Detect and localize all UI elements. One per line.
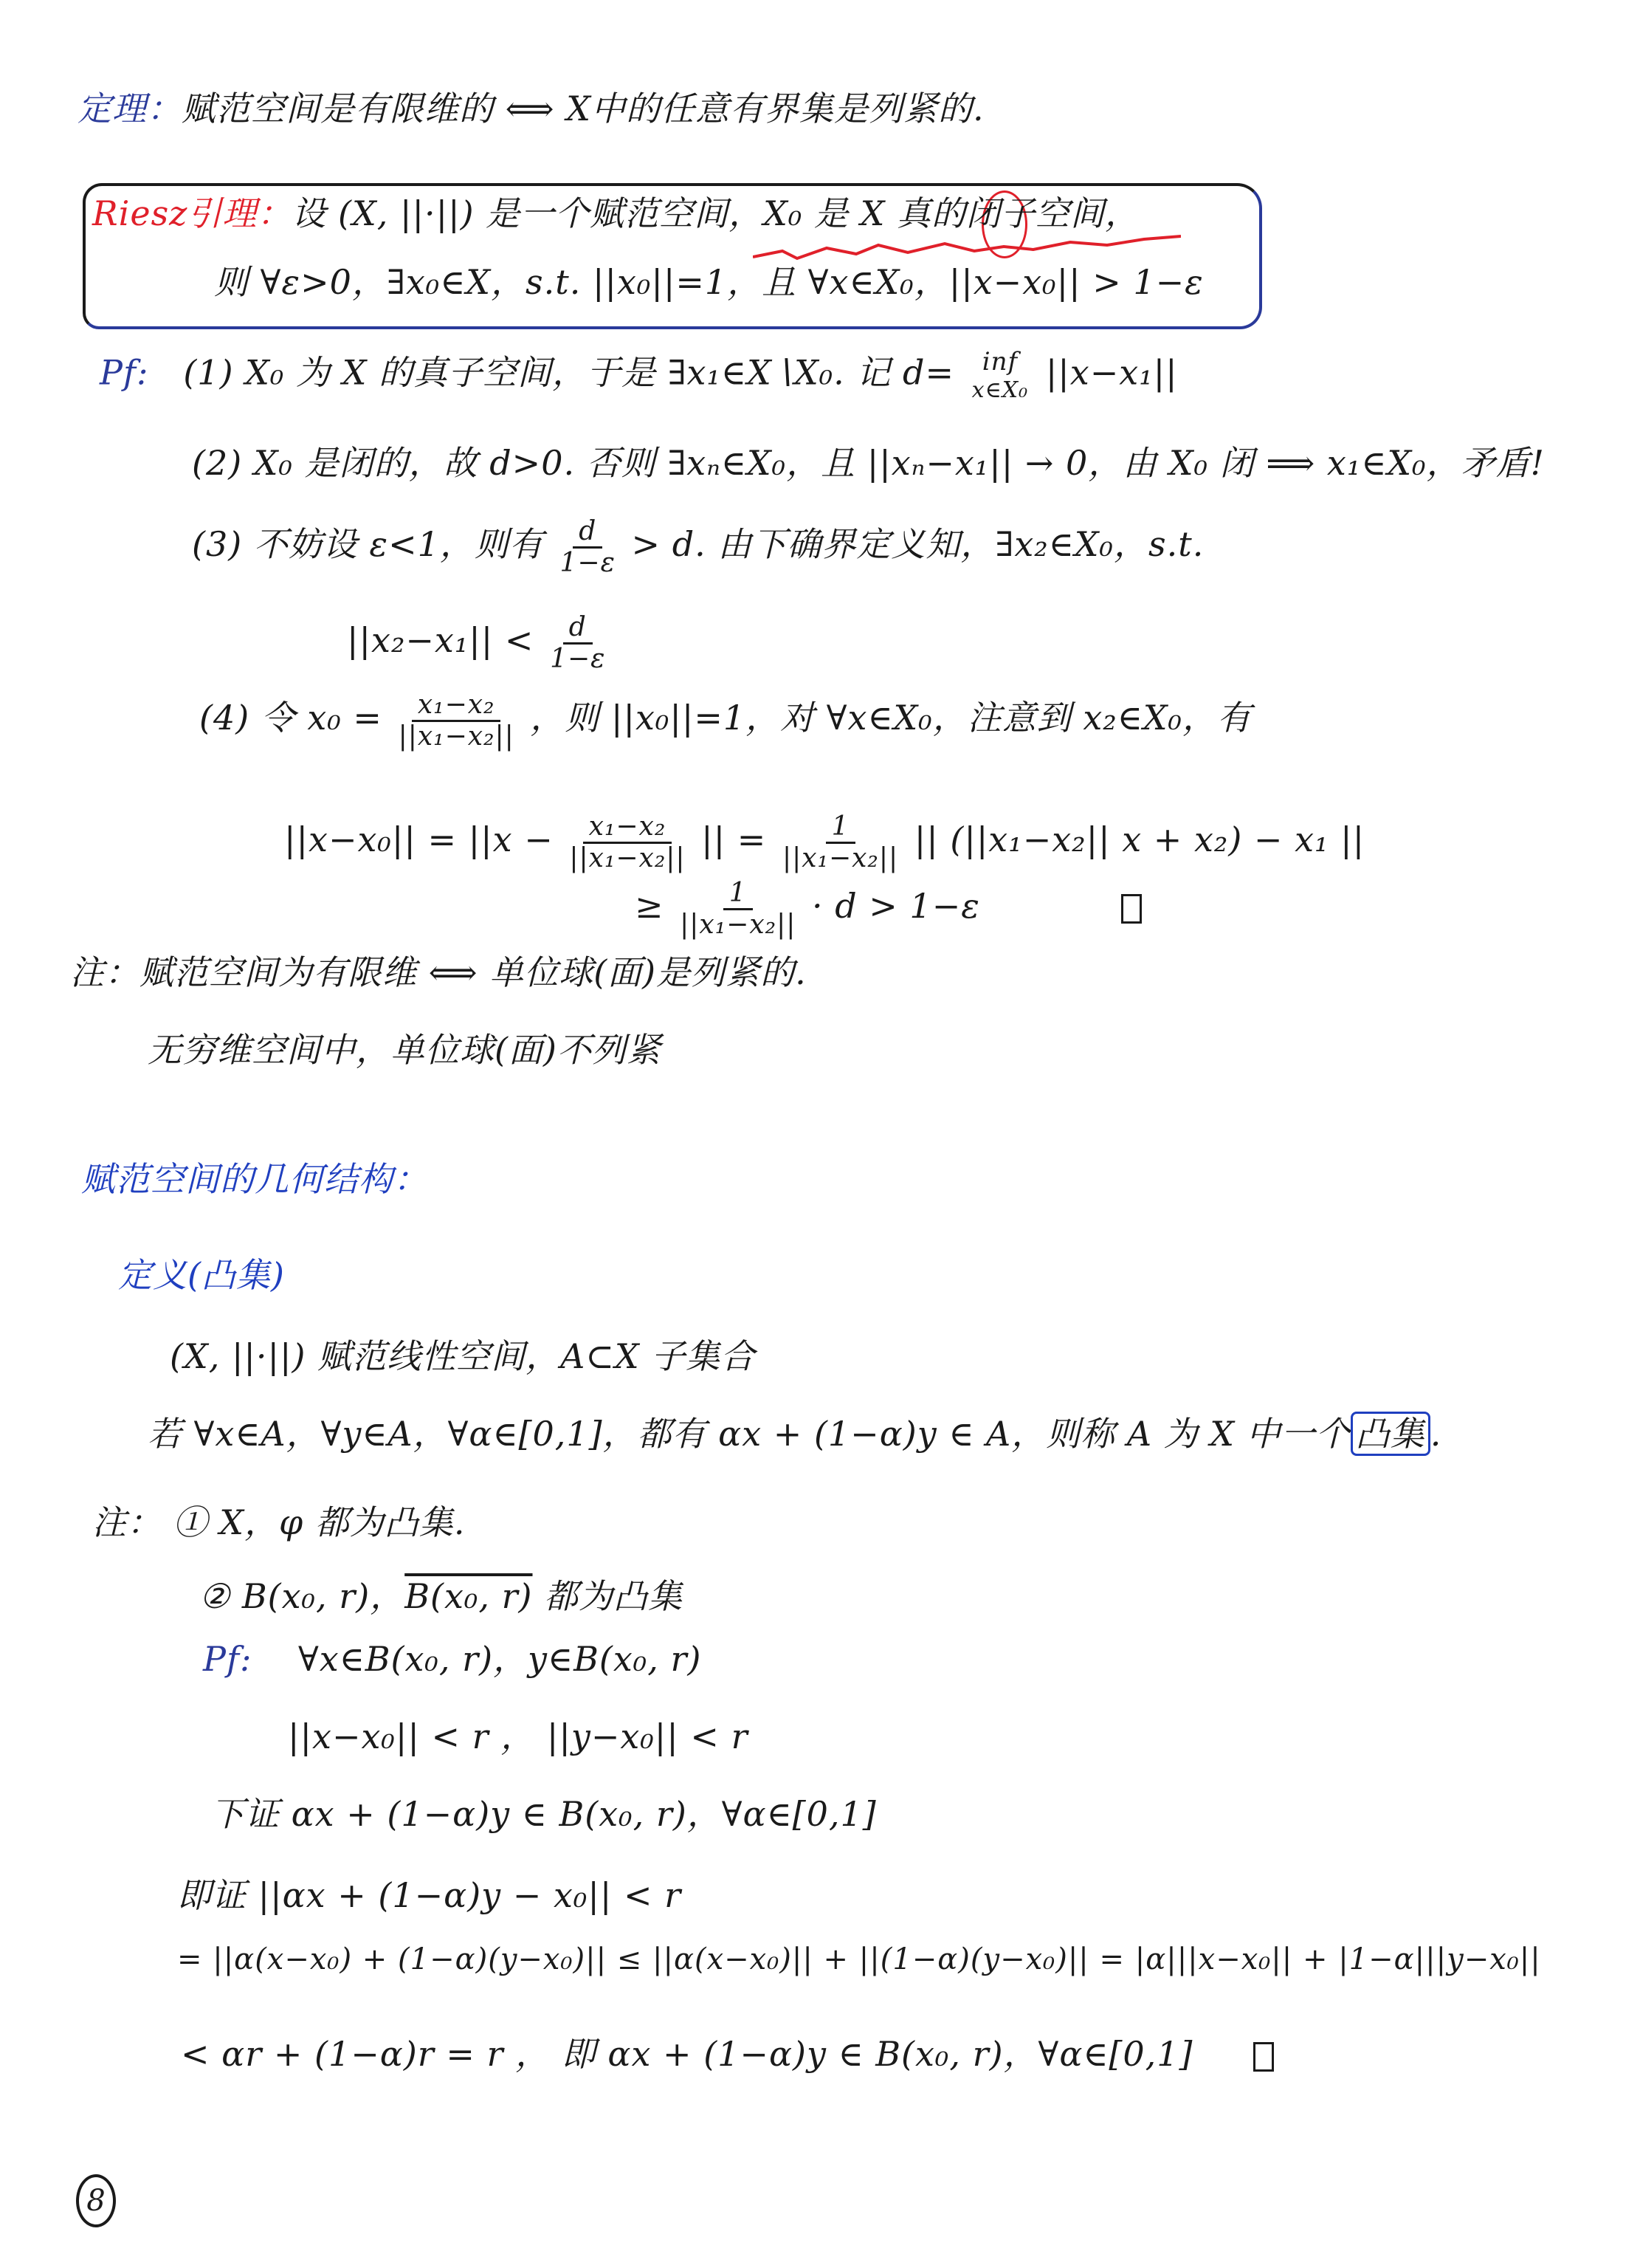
eq1-lhs: ||x−x₀|| = ||x − bbox=[284, 819, 554, 860]
def-text-end: . bbox=[1430, 1414, 1442, 1454]
frac-num: d bbox=[563, 613, 593, 645]
item2-text-b: 都为凸集 bbox=[532, 1576, 683, 1616]
step4-text-a: (4) 令 x₀ = bbox=[199, 698, 382, 738]
note2-proof-6 bbox=[181, 2034, 1274, 2075]
eq1-fraction bbox=[569, 812, 685, 873]
note1-text-2: 无穷维空间中，单位球(面)不列紧 bbox=[148, 1030, 661, 1070]
frac-den: 1−ε bbox=[559, 547, 616, 578]
riesz-line-1 bbox=[92, 193, 1140, 234]
riesz-label: Riesz引理： bbox=[92, 193, 292, 233]
proof-label: Pf: bbox=[100, 352, 149, 393]
riesz-text-1c: 子空间， bbox=[1000, 193, 1140, 233]
note1-text-1: 注：赋范空间为有限维 ⟺ 单位球(面)是列紧的. bbox=[70, 952, 807, 992]
riesz-text-1b: X₀ 是 X 真的 bbox=[763, 193, 966, 233]
pf-line-6: < αr + (1−α)r = r ， 即 αx + (1−α)y ∈ B(x₀, r)，∀α∈[0,1] bbox=[181, 2034, 1193, 2074]
note2-proof-5 bbox=[177, 1942, 1541, 1977]
note2-proof-2 bbox=[288, 1717, 748, 1757]
inf-subscript: x∈X₀ bbox=[971, 377, 1029, 403]
theorem-label: 定理： bbox=[77, 89, 182, 128]
pf-line-3: 下证 αx + (1−α)y ∈ B(x₀, r)，∀α∈[0,1] bbox=[210, 1794, 877, 1834]
theorem-text: 赋范空间是有限维的 ⟺ X中的任意有界集是列紧的. bbox=[182, 89, 985, 128]
page-number-text: 8 bbox=[86, 2184, 106, 2218]
frac-num: 1 bbox=[723, 879, 753, 910]
closed-ball: B(x₀, r) bbox=[404, 1576, 533, 1616]
proof-equation-2 bbox=[635, 879, 1142, 939]
fraction-d-over-1-eps-2 bbox=[550, 613, 605, 673]
eq2-rhs: · d > 1−ε bbox=[811, 886, 980, 927]
ineq-lhs: ||x₂−x₁|| < bbox=[347, 620, 534, 661]
frac-den: ||x₁−x₂|| bbox=[569, 842, 686, 873]
red-underline-squiggle bbox=[753, 235, 1181, 264]
pf-line-1: ∀x∈B(x₀, r)，y∈B(x₀, r) bbox=[297, 1639, 702, 1679]
frac-den: ||x₁−x₂|| bbox=[680, 909, 796, 940]
pf-label: Pf: bbox=[203, 1639, 252, 1679]
eq1-fraction-2 bbox=[782, 812, 898, 873]
step1-text-a: (1) X₀ 为 X 的真子空间，于是 ∃x₁∈X∖X₀. 记 d= bbox=[183, 352, 955, 393]
step3-text-a: (3) 不妨设 ε<1，则有 bbox=[192, 524, 544, 565]
pf-line-4: 即证 ||αx + (1−α)y − x₀|| < r bbox=[177, 1875, 682, 1915]
fraction-d-over-1-eps bbox=[560, 517, 616, 577]
definition-line-1 bbox=[170, 1336, 755, 1377]
def-text-1: (X, ||·||) 赋范线性空间，A⊂X 子集合 bbox=[170, 1336, 756, 1376]
qed-square-2 bbox=[1253, 2042, 1274, 2072]
proof-step-1 bbox=[100, 347, 1178, 404]
frac-den: 1−ε bbox=[550, 643, 606, 674]
page-number bbox=[76, 2174, 116, 2227]
eq2-fraction bbox=[680, 879, 796, 939]
pf-line-2: ||x−x₀|| < r ， ||y−x₀|| < r bbox=[288, 1717, 748, 1756]
definition-label: 定义(凸集) bbox=[118, 1255, 285, 1295]
proof-equation-1 bbox=[284, 812, 1365, 873]
pf-line-5: = ||α(x−x₀) + (1−α)(y−x₀)|| ≤ ||α(x−x₀)|| + ||(1−α)(y−x₀)|| = |α|||x−x₀|| + |1−α|||y−x₀|| bbox=[177, 1942, 1541, 1976]
step3-text-b: > d. 由下确界定义知，∃x₂∈X₀，s.t. bbox=[631, 524, 1205, 565]
riesz-line-2 bbox=[214, 262, 1204, 303]
step4-text-b: ，则 ||x₀||=1，对 ∀x∈X₀，注意到 x₂∈X₀，有 bbox=[530, 698, 1252, 738]
step3-inequality bbox=[347, 613, 610, 673]
step1-text-b: ||x−x₁|| bbox=[1045, 352, 1178, 393]
note2-item1-text: ① X，φ 都为凸集. bbox=[173, 1502, 466, 1542]
theorem-line bbox=[77, 89, 985, 129]
frac-den: ||x₁−x₂|| bbox=[398, 721, 514, 752]
definition-heading bbox=[118, 1255, 285, 1296]
riesz-circled-word: 闭 bbox=[965, 193, 1001, 233]
definition-line-2 bbox=[148, 1414, 1441, 1454]
eq1-mid: || = bbox=[701, 819, 767, 860]
proof-step-4 bbox=[199, 690, 1252, 751]
def-text-2: 若 ∀x∈A，∀y∈A，∀α∈[0,1]，都有 αx + (1−α)y ∈ A，则称 A 为 X 中一个 bbox=[148, 1414, 1351, 1454]
frac-num: x₁−x₂ bbox=[583, 812, 672, 844]
eq1-rhs: || (||x₁−x₂|| x + x₂) − x₁ || bbox=[914, 819, 1365, 860]
step2-text: (2) X₀ 是闭的，故 d>0. 否则 ∃xₙ∈X₀，且 ||xₙ−x₁|| → 0，由 X₀ 闭 ⟹ x₁∈X₀，矛盾! bbox=[192, 443, 1546, 483]
boxed-term-convex-set: 凸集 bbox=[1351, 1412, 1430, 1456]
fraction-x0-def bbox=[399, 690, 514, 751]
riesz-text-2: 则 ∀ε>0，∃x₀∈X，s.t. ||x₀||=1，且 ∀x∈X₀，||x−x₀|| > 1−ε bbox=[214, 262, 1204, 302]
note1-line-2 bbox=[148, 1030, 661, 1071]
note2-item-2 bbox=[199, 1576, 683, 1617]
inf-label: inf bbox=[982, 347, 1019, 377]
qed-square bbox=[1121, 894, 1142, 924]
infimum bbox=[972, 347, 1029, 404]
frac-num: d bbox=[573, 517, 602, 549]
proof-step-2 bbox=[192, 443, 1545, 484]
frac-num: 1 bbox=[826, 812, 855, 844]
note1-line-1 bbox=[70, 952, 807, 993]
note2-label: 注： bbox=[92, 1502, 162, 1542]
geometry-heading: 赋范空间的几何结构： bbox=[81, 1159, 428, 1199]
item2-text-a: ② B(x₀, r)， bbox=[199, 1576, 405, 1616]
frac-den: ||x₁−x₂|| bbox=[782, 842, 899, 873]
frac-num: x₁−x₂ bbox=[412, 690, 501, 722]
note2-proof-4 bbox=[177, 1875, 681, 1916]
note2-proof-1 bbox=[203, 1639, 701, 1680]
section-heading bbox=[81, 1159, 428, 1200]
proof-step-3 bbox=[192, 517, 1204, 577]
note2-proof-3 bbox=[210, 1794, 877, 1835]
eq2-lhs: ≥ bbox=[635, 886, 664, 927]
riesz-text-1a: 设 (X, ||·||) 是一个赋范空间， bbox=[292, 193, 764, 233]
note2-item-1 bbox=[92, 1502, 465, 1543]
